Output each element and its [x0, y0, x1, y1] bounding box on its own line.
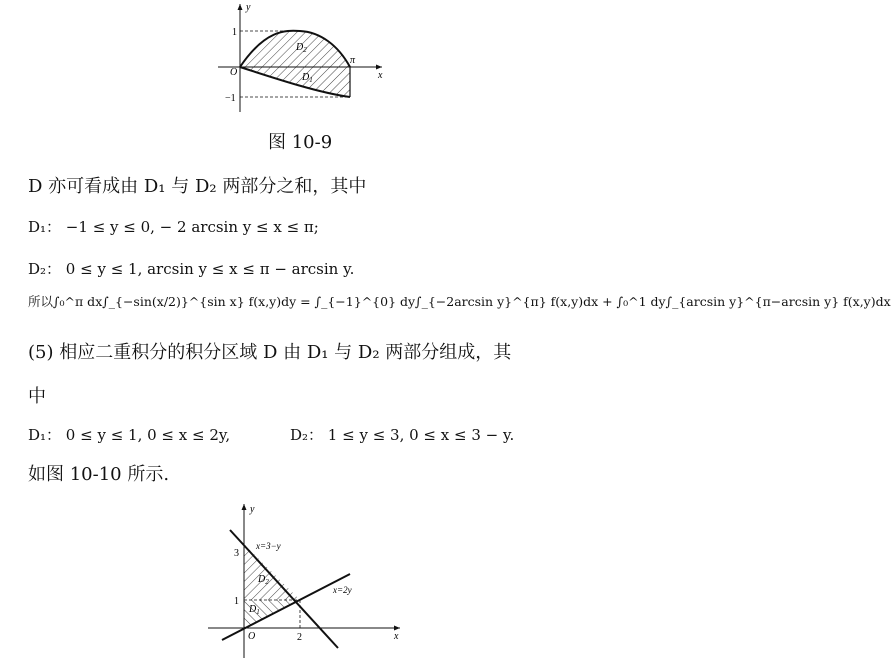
figure-10-9	[210, 0, 390, 115]
tick-y-neg: −1	[225, 93, 236, 104]
region-upper-label: $D_2$	[296, 42, 307, 54]
tick-y-pos: 1	[232, 27, 237, 38]
text-line-5: (5) 相应二重积分的积分区域 D 由 D₁ 与 D₂ 两部分组成，其	[28, 342, 512, 363]
text-line-3: D₂： 0 ≤ y ≤ 1, arcsin y ≤ x ≤ π − arcsin y.	[28, 260, 355, 278]
text-line-4: 所以∫₀^π dx∫_{−sin(x/2)}^{sin x} f(x,y)dy = ∫_{−1}^{0} dy∫_{−2arcsin y}^{π} f(x,y)dx + ∫₀^1 dy∫_{arcsin y}^{π−arcsin y} f(x,y)dx	[28, 294, 891, 309]
text-line-1: D 亦可看成由 D₁ 与 D₂ 两部分之和，其中	[28, 176, 367, 197]
origin-label: O	[230, 67, 238, 78]
line-a-label: x=3−y	[256, 541, 281, 551]
region-lower-label: $D_1$	[249, 604, 260, 616]
region-lower-label: $D_1$	[302, 72, 313, 84]
y-axis-label: y	[246, 2, 251, 13]
tick-x-pi: π	[350, 55, 356, 66]
text-line-7b: D₂： 1 ≤ y ≤ 3, 0 ≤ x ≤ 3 − y.	[290, 426, 515, 444]
figure-caption: 图 10-9	[268, 132, 333, 153]
text-line-7a: D₁： 0 ≤ y ≤ 1, 0 ≤ x ≤ 2y,	[28, 426, 231, 444]
tick-y-1: 1	[234, 596, 239, 607]
y-axis-label: y	[250, 504, 255, 515]
tick-x-2: 2	[297, 632, 302, 643]
region-d2	[244, 544, 300, 600]
x-axis-label: x	[394, 631, 399, 642]
region-upper-label: $D_2$	[258, 574, 269, 586]
line-x-eq-2y	[222, 574, 350, 640]
tick-y-3: 3	[234, 548, 239, 559]
line-b-label: x=2y	[333, 585, 352, 595]
text-line-6: 中	[28, 386, 46, 407]
region-fill	[240, 31, 350, 97]
origin-label: O	[248, 631, 256, 642]
text-line-2: D₁： −1 ≤ y ≤ 0, − 2 arcsin y ≤ x ≤ π;	[28, 218, 319, 236]
figure-10-10	[200, 498, 410, 662]
text-line-8: 如图 10-10 所示.	[28, 464, 170, 485]
x-axis-label: x	[378, 70, 383, 81]
